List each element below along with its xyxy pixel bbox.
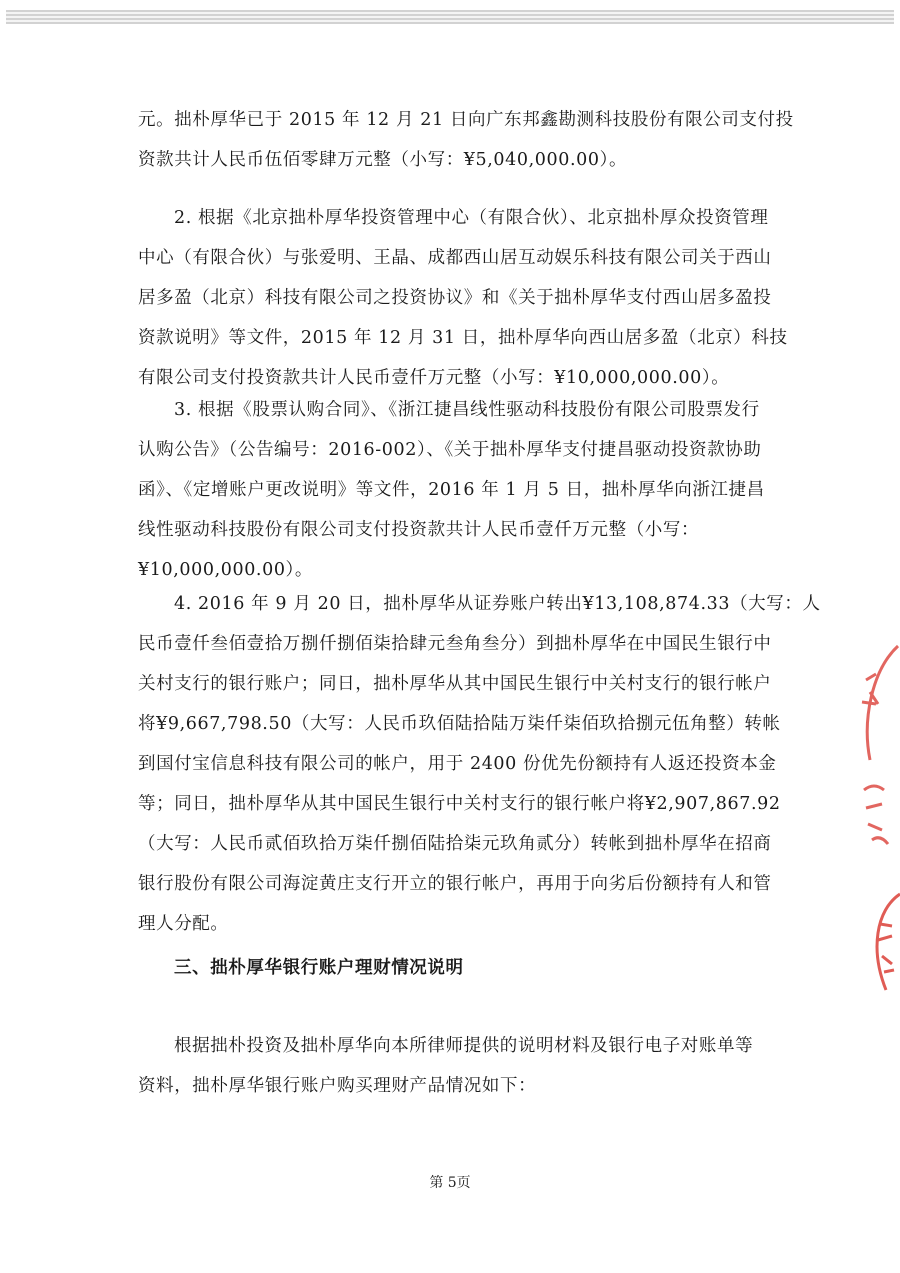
text-line: 2. 根据《北京拙朴厚华投资管理中心（有限合伙）、北京拙朴厚众投资管理 [174,208,769,228]
page-number: 第 5页 [429,1175,471,1191]
text-line: 民币壹仟叁佰壹拾万捌仟捌佰柒拾肆元叁角叁分）到拙朴厚华在中国民生银行中 [138,634,772,654]
text-line: 到国付宝信息科技有限公司的帐户，用于 2400 份优先份额持有人返还投资本金 [138,754,777,774]
paragraph-item-4 [138,584,821,944]
paragraph-item-2 [138,198,788,398]
text-line: 居多盈（北京）科技有限公司之投资协议》和《关于拙朴厚华支付西山居多盈投 [138,288,772,308]
text-line: 资款共计人民币伍佰零肆万元整（小写：¥5,040,000.00）。 [138,150,628,170]
text-line: 线性驱动科技股份有限公司支付投资款共计人民币壹仟万元整（小写： [138,520,700,540]
text-line: 资料，拙朴厚华银行账户购买理财产品情况如下： [138,1076,537,1096]
text-line: ¥10,000,000.00）。 [138,560,314,580]
text-line: 根据拙朴投资及拙朴厚华向本所律师提供的说明材料及银行电子对账单等 [174,1036,754,1056]
heading-text: 三、拙朴厚华银行账户理财情况说明 [174,958,464,978]
text-line: 等；同日，拙朴厚华从其中国民生银行中关村支行的银行帐户将¥2,907,867.92 [138,794,781,814]
text-line: 关村支行的银行账户；同日，拙朴厚华从其中国民生银行中关村支行的银行帐户 [138,674,772,694]
text-line: 认购公告》（公告编号：2016-002）、《关于拙朴厚华支付捷昌驱动投资款协助 [138,440,762,460]
text-line: 理人分配。 [138,914,229,934]
paragraph-continuation [138,100,794,180]
text-line: 资款说明》等文件，2015 年 12 月 31 日，拙朴厚华向西山居多盈（北京）科技 [138,328,788,348]
text-line: （大写：人民币贰佰玖拾万柒仟捌佰陆拾柒元玖角贰分）转帐到拙朴厚华在招商 [138,834,772,854]
text-line: 银行股份有限公司海淀黄庄支行开立的银行帐户，再用于向劣后份额持有人和管 [138,874,772,894]
section-heading [138,948,768,988]
text-line: 中心（有限合伙）与张爱明、王晶、成都西山居互动娱乐科技有限公司关于西山 [138,248,772,268]
text-line: 将¥9,667,798.50（大写：人民币玖佰陆拾陆万柒仟柒佰玖拾捌元伍角整）转帐 [138,714,781,734]
paragraph-bank-account [138,1026,768,1106]
paragraph-item-3 [138,390,768,590]
text-line: 4. 2016 年 9 月 20 日，拙朴厚华从证券账户转出¥13,108,874.33（大写：人 [174,594,821,614]
text-line: 有限公司支付投资款共计人民币壹仟万元整（小写：¥10,000,000.00）。 [138,368,730,388]
text-line: 3. 根据《股票认购合同》、《浙江捷昌线性驱动科技股份有限公司股票发行 [174,400,760,420]
text-line: 函》、《定增账户更改说明》等文件，2016 年 1 月 5 日，拙朴厚华向浙江捷昌 [138,480,765,500]
text-line: 元。拙朴厚华已于 2015 年 12 月 21 日向广东邦鑫勘测科技股份有限公司支付投 [138,110,794,130]
